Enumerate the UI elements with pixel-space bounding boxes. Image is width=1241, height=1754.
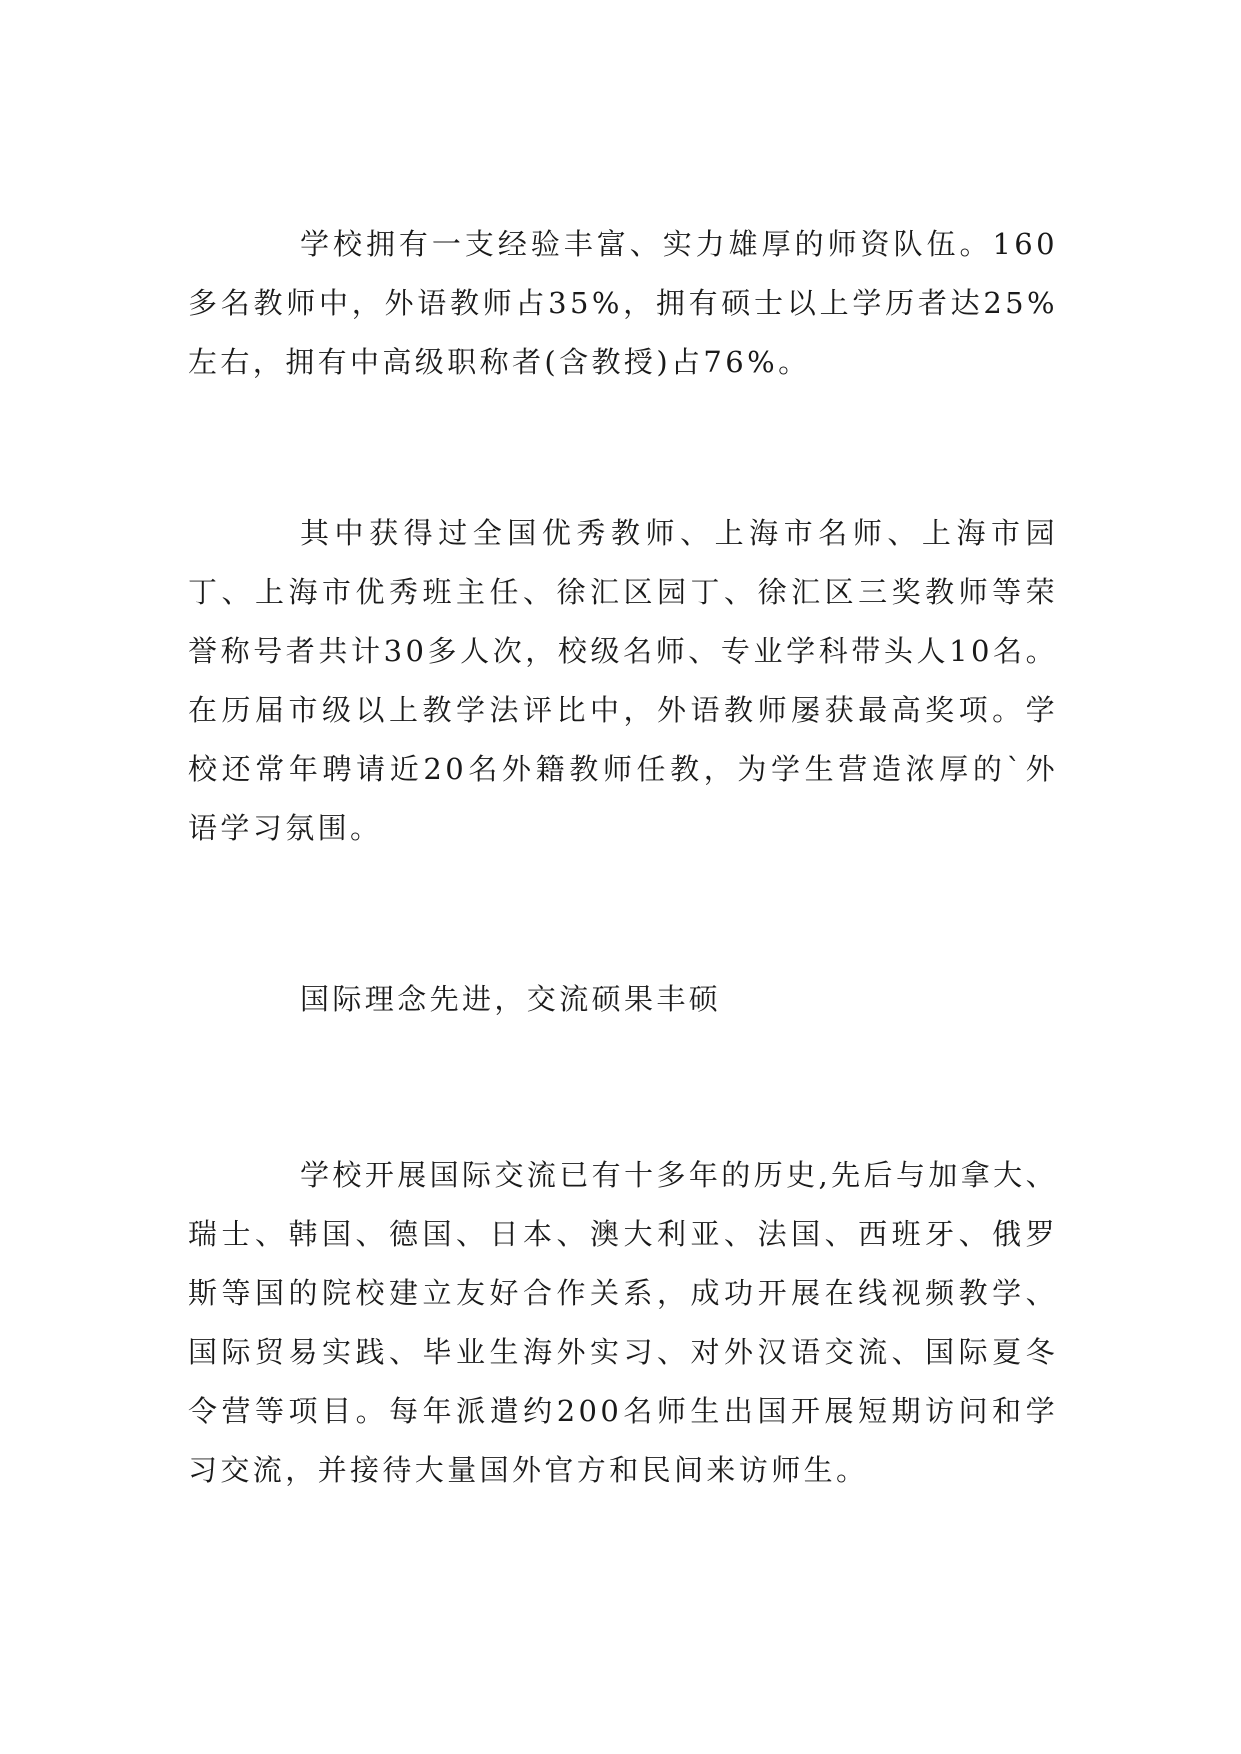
paragraph-international-exchange: 学校开展国际交流已有十多年的历史,先后与加拿大、瑞士、韩国、德国、日本、澳大利亚、法国、西班牙、俄罗斯等国的院校建立友好合作关系，成功开展在线视频教学、国际贸易实践、毕业生海外实习、对外汉语交流、国际夏冬令营等项目。每年派遣约200名师生出国开展短期访问和学习交流，并接待大量国外官方和民间来访师生。	[188, 1158, 1058, 1487]
paragraph-honors: 其中获得过全国优秀教师、上海市名师、上海市园丁、上海市优秀班主任、徐汇区园丁、徐汇区三奖教师等荣誉称号者共计30多人次，校级名师、专业学科带头人10名。在历届市级以上教学法评比中，外语教师屡获最高奖项。学校还常年聘请近20名外籍教师任教，为学生营造浓厚的`外语学习氛围。	[188, 516, 1058, 845]
paragraph-faculty: 学校拥有一支经验丰富、实力雄厚的师资队伍。160多名教师中，外语教师占35%，拥有硕士以上学历者达25%左右，拥有中高级职称者(含教授)占76%。	[188, 227, 1058, 379]
section-heading-international: 国际理念先进，交流硕果丰硕	[300, 982, 722, 1016]
